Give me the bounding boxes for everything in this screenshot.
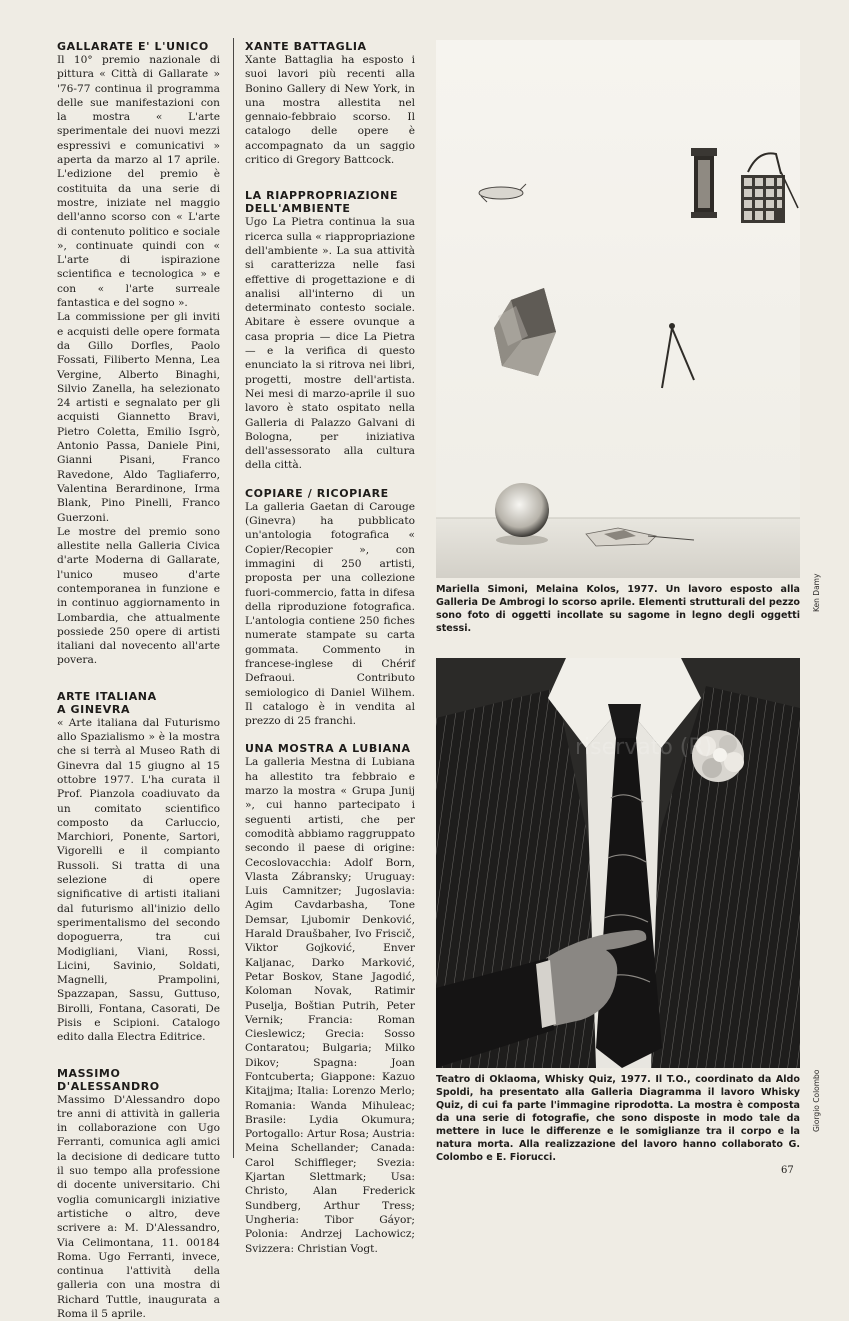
heading-a-ginevra: A GINEVRA (57, 702, 131, 716)
paragraph: La galleria Gaetan di Carouge (Ginevra) ha pubblicato un'antologia fotografica « Copier/Recopier », con immagini di 250 artisti, proposta per una collezione fuori-commercio, fatta in difesa della riproduzione fotografica. L'antologia contiene 250 fiches numerate stampate su carta gommata. Commento in francese-inglese di Chérif Defraoui. Contributo semiologico di Daniel Wilhem. Il catalogo è in vendita al prezzo di 25 franchi. (245, 500, 415, 728)
paragraph: La commissione per gli inviti e acquisti delle opere formata da Gillo Dorfles, Paolo Fossati, Filiberto Menna, Lea Vergine, Alberto Binaghi, Silvio Zanella, ha selezionato 24 artisti e segnalato per gli acquisti Giannetto Bravi, Pietro Coletta, Emilio Isgrò, Antonio Passa, Daniele Pini, Gianni Pisani, Franco Ravedone, Aldo Tagliaferro, Valentina Berardinone, Irma Blank, Pino Pinelli, Franco Guerzoni. (57, 311, 220, 524)
paragraph: Le mostre del premio sono allestite nella Galleria Civica d'arte Moderna di Gallarate, l'unico museo d'arte contemporanea in funzione e in continuo aggiornamento in Lombardia, che attualmente possiede 250 opere di artisti italiani dal novecento all'arte povera. (57, 525, 220, 667)
heading-xante-battaglia: XANTE BATTAGLIA (245, 40, 367, 53)
photo-caption-simoni: Mariella Simoni, Melaina Kolos, 1977. Un lavoro esposto alla Galleria De Ambrogi lo scorso aprile. Elementi strutturali del pezzo sono foto di oggetti incollate su sagome in legno degli oggetti stessi. (436, 584, 800, 634)
article-column-middle (245, 40, 415, 1256)
article-column-left (57, 40, 220, 1321)
photo-still-life (436, 40, 800, 578)
compass-object (662, 323, 694, 388)
sculpture-object-2 (741, 153, 798, 223)
sculpture-object-1 (691, 148, 717, 218)
watermark: riservato (R) (575, 735, 713, 760)
paragraph: Ugo La Pietra continua la sua ricerca sulla « riappropriazione dell'ambiente ». La sua attività si caratterizza nelle fasi effettive di progettazione e di analisi all'interno di un determinato contesto sociale. Abitare è essere ovunque a casa propria — dice La Pietra — e la verifica di questo enunciato la si ritrova nei libri, progetti, mostre dell'artista. Nei mesi di marzo-aprile il suo lavoro è stato ospitato nella Galleria di Palazzo Galvani di Bologna, per iniziativa dell'assessorato alla cultura della città. (245, 216, 415, 472)
photo-caption-whisky-quiz: Teatro di Oklaoma, Whisky Quiz, 1977. Il T.O., coordinato da Aldo Spoldi, ha presentato alla Galleria Diagramma il lavoro Whisky Quiz, di cui fa parte l'immagine riprodotta. La mostra è composta da una serie di fotografie, che sono disposte in modo tale da mettere in luce le differenze e le somiglianze tra il corpo e la natura morta. Alla realizzazione del lavoro hanno collaborato G. Colombo e E. Fiorucci. (436, 1074, 800, 1163)
heading-mostra-lubiana: UNA MOSTRA A LUBIANA (245, 742, 411, 756)
suit-illustration (436, 658, 800, 1068)
photo-credit: Giorgio Colombo (812, 1069, 821, 1132)
heading-copiare-ricopiare: COPIARE / RICOPIARE (245, 486, 389, 500)
page-number: 67 (781, 1165, 794, 1176)
paragraph: « Arte italiana dal Futurismo allo Spazialismo » è la mostra che si terrà al Museo Rath di Ginevra dal 15 giugno al 15 ottobre 1977. L'ha curata il Prof. Pianzola coadiuvato da un comitato scientifico composto da Carluccio, Marchiori, Ponente, Sartori, Vigorelli e il compianto Russoli. Si tratta di una selezione di opere significative di artisti italiani dal futurismo all'inizio dello sperimentalismo del secondo dopoguerra, tra cui Modigliani, Viani, Rossi, Licini, Savinio, Soldati, Magnelli, Prampolini, Spazzapan, Sassu, Guttuso, Birolli, Fontana, Casorati, De Pisis e Scipioni. Catalogo edito dalla Electra Editrice. (57, 716, 220, 1044)
heading-arte-italiana: ARTE ITALIANA (57, 689, 157, 703)
heading-massimo-dalessandro: MASSIMO D'ALESSANDRO (57, 1066, 160, 1093)
photo-suit-carnation (436, 658, 800, 1068)
polyhedron-object (494, 288, 556, 376)
paragraph: Xante Battaglia ha esposto i suoi lavori più recenti alla Bonino Gallery di New York, in una mostra allestita nel gennaio-febbraio scorso. Il catalogo delle opere è accompagnato da un saggio critico di Gregory Battcock. (245, 54, 415, 167)
still-life-illustration (436, 40, 800, 578)
paragraph: La galleria Mestna di Lubiana ha allestito tra febbraio e marzo la mostra « Grupa Junij », cui hanno partecipato i seguenti artisti, che per comodità abbiamo raggruppato secondo il paese di origine: Cecoslovacchia: Adolf Born, Vlasta Zábransky; Uruguay: Luis Camnitzer; Jugoslavia: Agim Cavdarbasha, Tone Demsar, Ljubomir Denković, Harald Draušbaher, Ivo Friscič, Viktor Gojković, Enver Kaljanac, Darko Marković, Petar Boskov, Stane Jagodić, Koloman Novak, Ratimir Puselja, Boštian Putrih, Peter Vernik; Francia: Roman Cieslewicz; Grecia: Sosso Contaratou; Bulgaria; Milko Dikov; Spagna: Joan Fontcuberta; Giappone: Kazuo Kitajjma; Italia: Lorenzo Merlo; Romania: Wanda Mihuleac; Brasile: Lydia Okumura; Portogallo: Artur Rosa; Austria: Meina Schellander; Canada: Carol Schiffleger; Svezia: Kjartan Slettmark; Usa: Christo, Alan Frederick Sundberg, Arthur Tress; Ungheria: Tibor Gáyor; Polonia: Andrzej Lachowicz; Svizzera: Christian Vogt. (245, 756, 415, 1255)
paragraph: Massimo D'Alessandro dopo tre anni di attività in galleria in collaborazione con Ugo Ferranti, comunica agli amici la decisione di dedicare tutto il suo tempo alla professione di docente universitario. Chi voglia comunicargli iniziative artistiche o altro, deve scrivere a: M. D'Alessandro, Via Celimontana, 11. 00184 Roma. Ugo Ferranti, invece, continua l'attività della galleria con una mostra di Richard Tuttle, inaugurata a Roma il 5 aprile. (57, 1093, 220, 1321)
photo-credit: Ken Damy (812, 573, 821, 612)
sculpture-object-3 (479, 184, 526, 202)
heading-gallarate: GALLARATE E' L'UNICO (57, 40, 209, 53)
column-divider (233, 38, 234, 1158)
paragraph: Il 10° premio nazionale di pittura « Città di Gallarate » '76-77 continua il programma delle sue manifestazioni con la mostra « L'arte sperimentale dei nuovi mezzi espressivi e comunicativi » aperta da marzo al 17 aprile. L'edizione del premio è costituita da una serie di mostre, iniziate nel maggio dell'anno scorso con « L'arte di contenuto politico e sociale », continuate quindi con « L'arte di ispirazione scientifica e tecnologica » e con « l'arte surreale fantastica e del sogno ». (57, 54, 220, 310)
heading-riappropriazione: LA RIAPPROPRIAZIONE (245, 189, 399, 203)
heading-dellambiente: DELL'AMBIENTE (245, 202, 351, 216)
